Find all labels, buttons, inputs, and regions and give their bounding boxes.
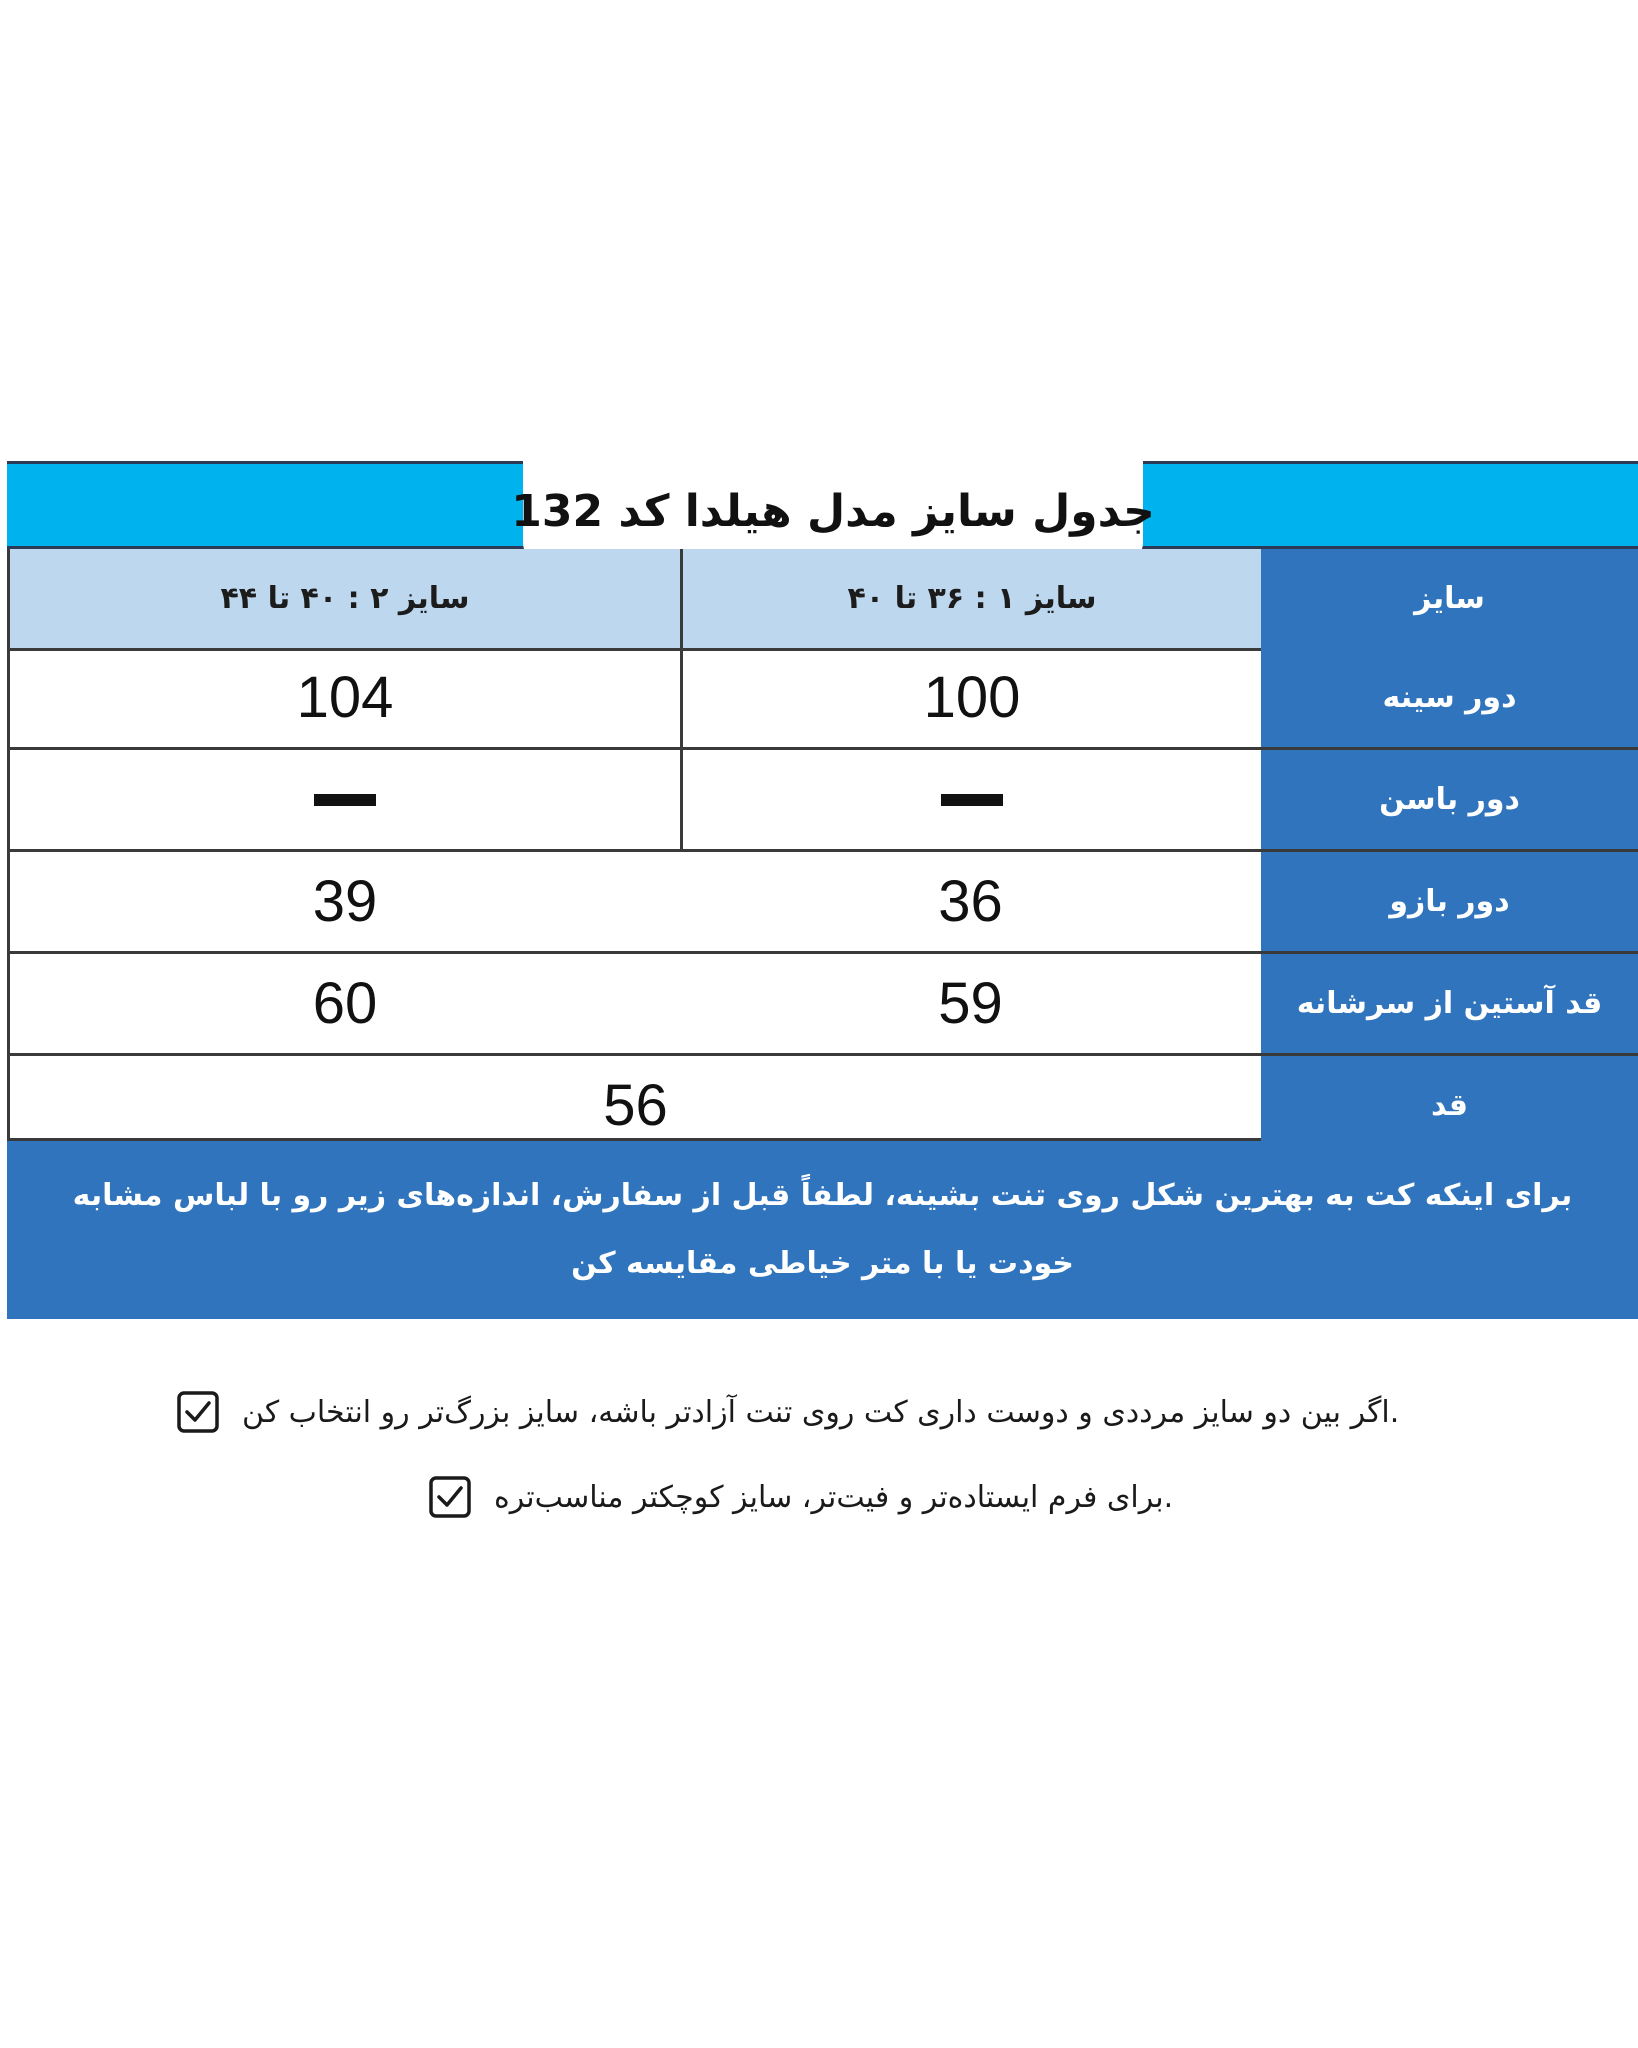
chest-size-1 bbox=[680, 648, 1261, 747]
arm-size-1-value: 36 bbox=[938, 869, 1003, 934]
sleeve-size-1-value: 59 bbox=[938, 971, 1003, 1036]
dash-icon bbox=[941, 794, 1003, 806]
arm-size-1 bbox=[680, 852, 1261, 951]
header-label bbox=[1261, 549, 1638, 648]
header-size-2 bbox=[10, 549, 680, 648]
arm-size-2 bbox=[10, 852, 680, 951]
table-row-chest bbox=[10, 648, 1638, 750]
length-value: 56 bbox=[603, 1073, 668, 1138]
info-note-text: برای اینکه کت به بهترین شکل روی تنت بشینه، لطفاً قبل از سفارش، اندازه‌های زیر رو با لباس مشابه خودت یا با متر خیاطی مقایسه کن bbox=[72, 1178, 1573, 1281]
tip-item bbox=[176, 1382, 1399, 1442]
size-table bbox=[7, 549, 1638, 1141]
sleeve-size-2 bbox=[10, 954, 680, 1053]
chest-label-text: دور سینه bbox=[1382, 680, 1517, 715]
hip-label-text: دور باسن bbox=[1379, 782, 1520, 817]
header-size-1-text: سایز ۱ : ۳۶ تا ۴۰ bbox=[847, 581, 1097, 616]
header-size-2-text: سایز ۲ : ۴۰ تا ۴۴ bbox=[220, 581, 470, 616]
chest-size-2 bbox=[10, 648, 680, 747]
title-box bbox=[511, 461, 1155, 561]
length-label-text: قد bbox=[1431, 1088, 1468, 1123]
tip-item bbox=[428, 1467, 1173, 1527]
hip-size-2 bbox=[10, 750, 680, 849]
chest-size-2-value: 104 bbox=[296, 665, 394, 730]
page-title: جدول سایز مدل هیلدا کد 132 bbox=[511, 485, 1155, 537]
check-box-icon bbox=[176, 1390, 220, 1434]
hip-size-1 bbox=[680, 750, 1261, 849]
arm-size-2-value: 39 bbox=[312, 869, 378, 934]
arm-label-text: دور بازو bbox=[1389, 884, 1510, 919]
header-label-text: سایز bbox=[1414, 581, 1485, 616]
sleeve-label bbox=[1261, 954, 1638, 1053]
sleeve-label-text: قد آستین از سرشانه bbox=[1296, 986, 1603, 1021]
sleeve-size-2-value: 60 bbox=[312, 971, 378, 1036]
info-note bbox=[7, 1141, 1638, 1319]
table-row-sleeve bbox=[10, 954, 1638, 1056]
tip-text: .اگر بین دو سایز مرددی و دوست داری کت روی تنت آزادتر باشه، سایز بزرگ‌تر رو انتخاب کن bbox=[242, 1394, 1400, 1430]
check-box-icon bbox=[428, 1475, 472, 1519]
chest-size-1-value: 100 bbox=[923, 665, 1021, 730]
arm-label bbox=[1261, 852, 1638, 951]
header-size-1 bbox=[680, 549, 1261, 648]
table-row-arm bbox=[10, 852, 1638, 954]
table-row-hip bbox=[10, 750, 1638, 852]
hip-label bbox=[1261, 750, 1638, 849]
chest-label bbox=[1261, 648, 1638, 747]
dash-icon bbox=[314, 794, 376, 806]
size-chart bbox=[7, 461, 1638, 1319]
tip-text: .برای فرم ایستاده‌تر و فیت‌تر، سایز کوچکتر مناسب‌تره bbox=[494, 1479, 1174, 1515]
table-header-row bbox=[10, 549, 1638, 651]
sleeve-size-1 bbox=[680, 954, 1261, 1053]
